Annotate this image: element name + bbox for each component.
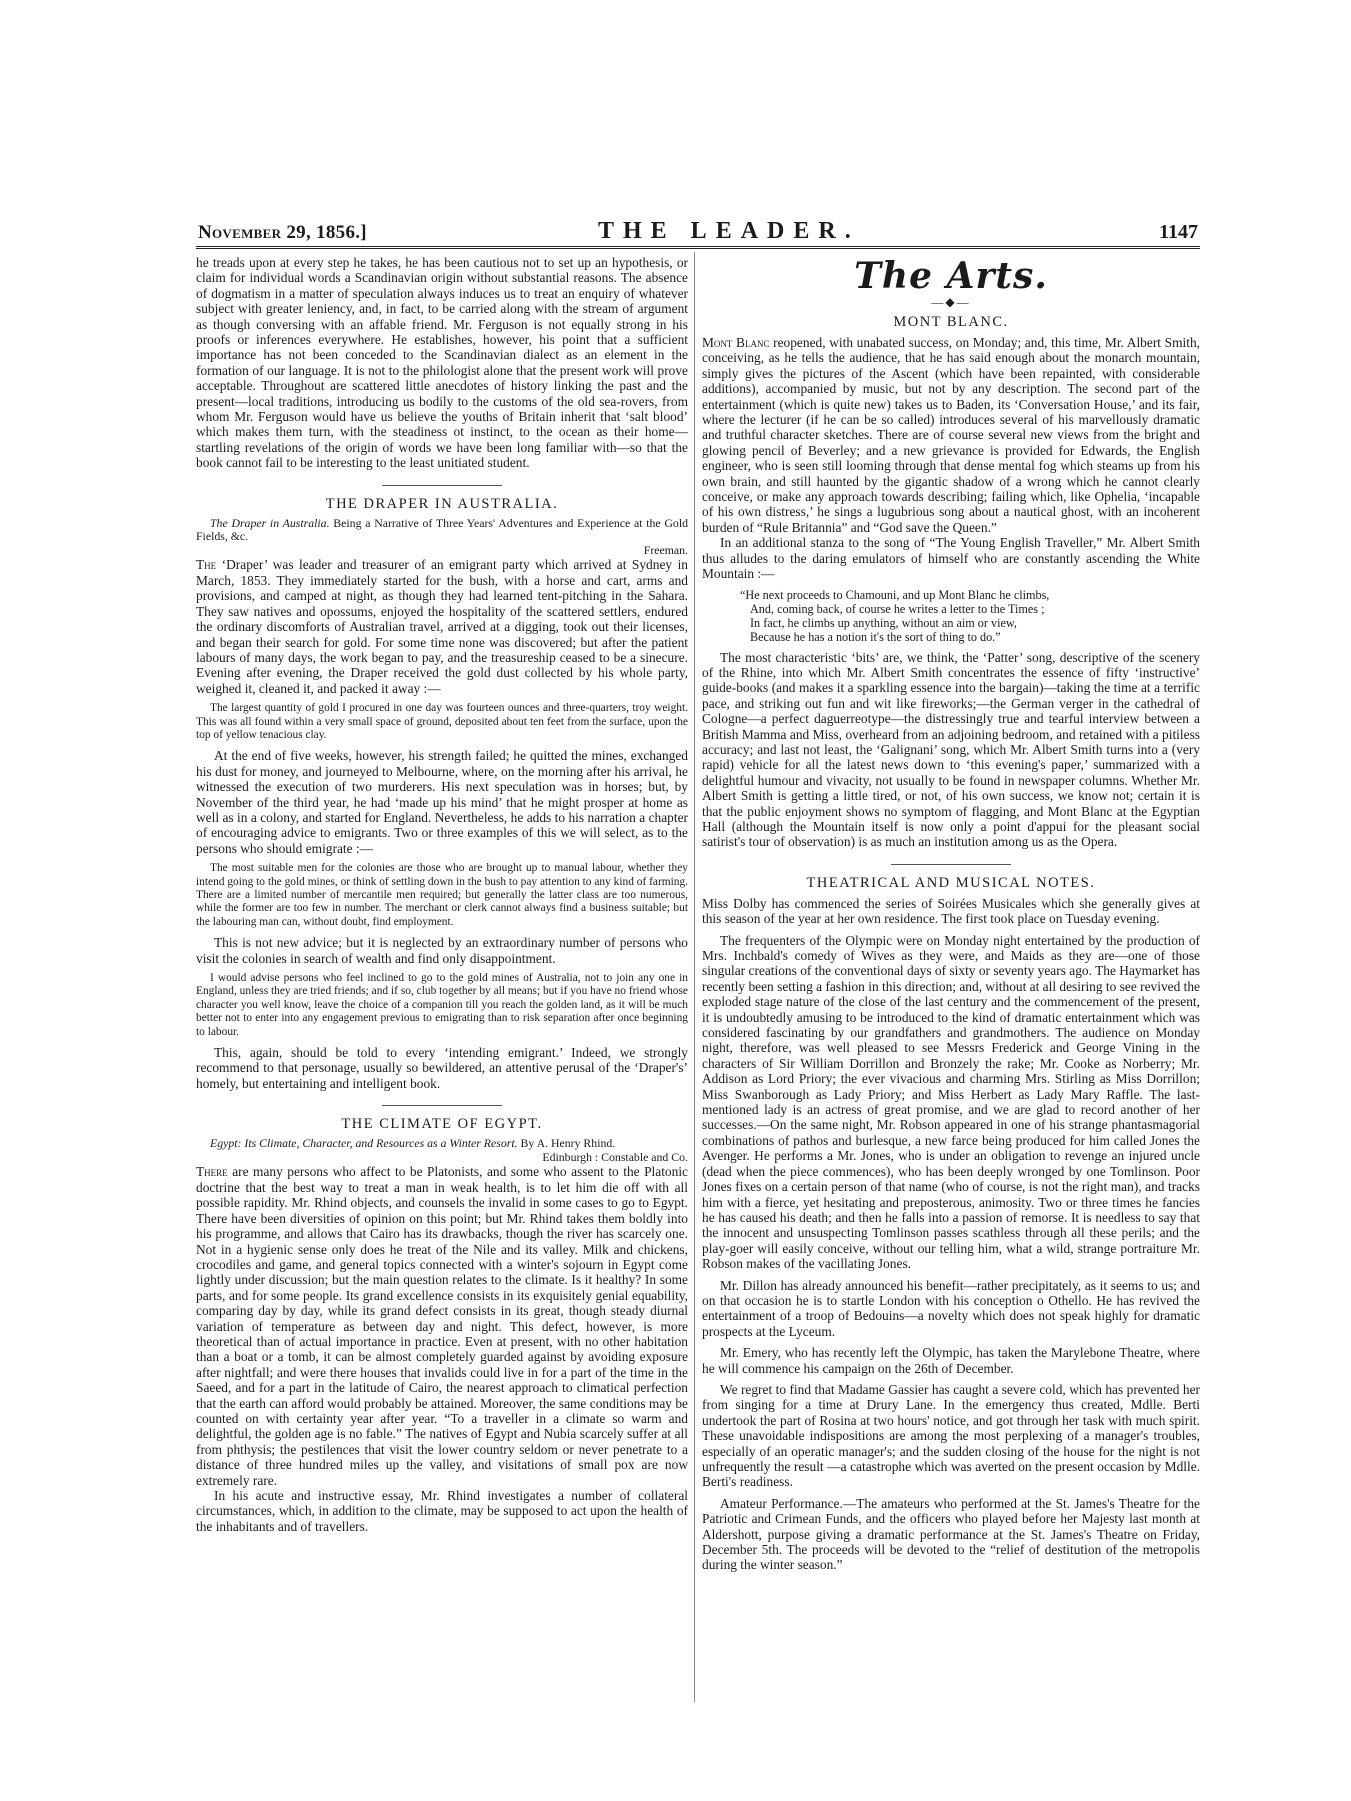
theatrical-heading: THEATRICAL AND MUSICAL NOTES. <box>806 874 1096 891</box>
issue-date: November 29, 1856.] <box>198 222 367 243</box>
draper-heading: THE DRAPER IN AUSTRALIA. <box>325 495 559 512</box>
draper-paragraph-1-text: ‘Draper’ was leader and treasurer of an emigrant party which arrived at Sydney in March, 1853. They immediately started for the bush, with a horse and cart, arms and provisions, and camped at night, as though they had learned tent-pitching in the Sahara. They saw natives and opossums, enjoyed the hospitality of the scattered settlers, endured the ordinary discomforts of Australian travel, arrived at a digging, took out their licenses, and began their search for gold. For some time none was discovered; but after the patient labours of many days, the work began to pay, and the treasureship ceased to be a sinecure. Evening after evening, the Draper received the gold dust collected by his whole party, weighed it, cleaned it, and packed it away :— <box>196 557 688 696</box>
mont-blanc-paragraph-1 <box>702 335 1200 535</box>
egypt-bibliography <box>196 1137 688 1151</box>
song-verse <box>740 588 1200 644</box>
draper-paragraph-3: This is not new advice; but it is neglected by an extraordinary number of persons who visit the colonies in search of wealth and find only disappointment. <box>196 935 688 966</box>
page-number: 1147 <box>1159 221 1198 243</box>
draper-bibliography <box>196 517 688 544</box>
verse-line: And, coming back, of course he writes a letter to the Times ; <box>750 601 1045 616</box>
theatrical-paragraph-5: We regret to find that Madame Gassier has caught a severe cold, which has prevented her from singing for a time at Drury Lane. In the emergency thus created, Mdlle. Berti undertook the part of Rosina at two hours' notice, and got through her task with much spirit. These unavoidable indispositions are among the most perplexing of a manager's troubles, especially of an operatic manager's; and the sudden closing of the house for the night is not unfrequently the result —a catastrophe which was averted on the present occasion by Mdlle. Berti's readiness. <box>702 1381 1200 1490</box>
egypt-book-title: Egypt: Its Climate, Character, and Resources as a Winter Resort. <box>210 1136 518 1151</box>
theatrical-paragraph-2: The frequenters of the Olympic were on Monday night entertained by the production of Mrs. Inchbald's comedy of Wives as they were, and Maids as they are—one of those singular creations of the conventional days of sixty or seventy years ago. The Haymarket has recently been setting a fashion in this direction; and, without at all desiring to see revived the exploded stage nature of the close of the last century and the commencement of the present, it is undoubtedly amusing to be introduced to the kind of dramatic entertainment which was considered fascinating by our grandfathers and grandmothers. The audience on Monday night, therefore, was well pleased to see Messrs Frederick and George Vining in the characters of Sir William Dorrillon and Bronzely the rake; Mr. Cooke as Norberry; Mr. Addison as Lord Priory; the ever vivacious and charming Mrs. Stirling as Miss Dorrillon; Miss Swanborough as Lady Priory; and Miss Herbert as Lady Mary Raffle. The last-mentioned lady is an actress of great promise, and we are glad to record another of her successes.—On the same night, Mr. Robson appeared in one of his strange phantasmagorial combinations of pathos and burlesque, a new farce being produced for him called Jones the Avenger. He performs a Mr. Jones, who is under an obligation to revenge an injured uncle (dead when the piece commences), who has been deeply wronged by one Tomlinson. Poor Jones fixes on a certain person of that name (who of course, is not the right man), and tracks him with a fierce, yet hesitating and preposterous, animosity. Two or three times he fancies he has caused his death; and then he falls into a passion of remorse. It is needless to say that the innocent and unsuspecting Tomlinson passes scathless through all these perils; and the play-goer will easily conceive, without our telling him, what a wild, strange portraiture Mr. Robson makes of the vacillating Jones. <box>702 932 1200 1272</box>
theatrical-paragraph-1: Miss Dolby has commenced the series of Soirées Musicales which she generally gives at this season of the year at her own residence. The first took place on Tuesday evening. <box>702 895 1200 927</box>
ornament-divider: —◆— <box>931 295 971 309</box>
theatrical-paragraph-4: Mr. Emery, who has recently left the Olympic, has taken the Marylebone Theatre, where he will commence his campaign on the 26th of December. <box>702 1345 1200 1376</box>
review-continuation: he treads upon at every step he takes, he has been cautious not to set up an hypothesis, or claim for individual words a Scandinavian origin without substantial reasons. The absence of dogmatism in a matter of speculation always induces us to treat an enquiry of whatever subject with greater leniency, and, in fact, to be carried along with the stream of argument as though conversing with an affable friend. Mr. Ferguson is not equally strong in his proofs or inferences everywhere. He establishes, however, his point that a sufficient importance has not been conceded to the Scandinavian dialect as an element in the formation of our language. It is not to the philologist alone that the present work will prove acceptable. Throughout are scattered little anecdotes of history linking the past and the present—local traditions, introducing us bodily to the customs of the old sea-rovers, from whom Mr. Ferguson would have us believe the youths of Britain inherit that ‘salt blood’ which makes them turn, with the steadiness ot instinct, to the ocean as their home—startling revelations of the origin of words we have been long familiar with—so that the book cannot fail to be interesting to the least unitiated student. <box>196 255 688 471</box>
masthead-rule <box>196 246 1200 249</box>
theatrical-paragraph-3: Mr. Dillon has already announced his benefit—rather precipitately, as it seems to us; and on that occasion he is to startle London with his conception o Othello. He has revived the entertainment of a troop of Bedouins—a novelty which does not speak highly for dramatic prospects at the Lyceum. <box>702 1277 1200 1339</box>
draper-quote-1: The largest quantity of gold I procured in one day was fourteen ounces and three-quarters, troy weight. This was all found within a very small space of ground, deposited about ten feet from the surface, upon the top of yellow tenacious clay. <box>196 702 688 741</box>
masthead <box>198 218 1198 244</box>
egypt-paragraph-1 <box>196 1164 688 1488</box>
mont-blanc-paragraph-2: In an additional stanza to the song of “The Young English Traveller,” Mr. Albert Smith thus alludes to the daring emulators of himself who are constantly ascending the White Mountain :— <box>702 535 1200 582</box>
draper-quote-2: The most suitable men for the colonies are those who are brought up to manual labour, whether they intend going to the gold mines, or think of settling down in the bush to pay attention to any kind of farming. There are a limited number of mercantile men required; but generally the latter class are too numerous, while the former are too few in number. The merchant or clerk cannot always find a business suitable; but the labouring man can, without doubt, find employment. <box>196 862 688 928</box>
egypt-paragraph-1-text: are many persons who affect to be Platonists, and some who assent to the Platonic doctrine that the best way to treat a man in weak health, is to let him die off with all possible rapidity. Mr. Rhind objects, and counsels the invalid in some cases to go to Egypt. There have been diversities of opinion on this point; but Mr. Rhind takes them boldly into his programme, and allows that Cairo has its drawbacks, though the river has scarcely one. Not in a hygienic sense only does he treat of the Nile and its valley. Milk and chickens, crocodiles and game, and general topics connected with a winter's sojourn in Egypt come lightly under discussion; but the main question relates to the climate. Is it healthy? In some parts, and for some people. Its grand excellence consists in its exquisitely genial equability, comparing day by day, while its grand defect consists in its great, though steady diurnal variation of temperature as between day and night. This defect, however, is more theoretical than of actual importance in practice. Even at present, with no other habitation than a boat or a tomb, it can be almost completely guarded against by avoiding exposure after nightfall; and were there houses that invalids could live in for a part of the time in the Saeed, and for a part in the latitude of Cairo, the nearest approach to climatical perfection that the earth can afford would probably be attained. Moreover, the same conditions may be counted on with certainty year after year. “To a traveller in a climate so warm and delightful, the golden age is no fable.” The natives of Egypt and Nubia scarcely suffer at all from phthysis; the pestilences that visit the lower country seldom or never penetrate to a distance of three hundred miles up the valley, and visitations of small pox are now extremely rare. <box>196 1164 688 1488</box>
mont-blanc-paragraph-3: The most characteristic ‘bits’ are, we think, the ‘Patter’ song, descriptive of the scenery of the Rhine, into which Mr. Albert Smith concentrates the essence of fifty ‘instructive’ guide-books (and makes it a sparkling essence into the bargain)—taking the time at a terrific pace, and striking out fun and wit like fireworks;—the German verger in the cathedral of Cologne—a perfect daguerreotype—the distressingly true and tearful interview between a British Mamma and Miss, overheard from an adjoining bedroom, and retained with a pitiless accuracy; and last not least, the ‘Galignani’ song, which Mr. Albert Smith turns into a (very rapid) vehicle for all the latest news down to ‘this evening's paper,’ summarized with a delightful humour and vivacity, not usually to be found in newspaper columns. Whether Mr. Albert Smith is getting a little tired, or not, of his own success, we know not; certain it is that the public enjoyment shows no symptom of flagging, and Mont Blanc at the Egyptian Hall (although the Mountain itself is now only a point d'appui for the pleasant social satirist's tour of observation) is as much an institution among us as the Opera. <box>702 649 1200 850</box>
egypt-paragraph-2: In his acute and instructive essay, Mr. Rhind investigates a number of collateral circumstances, which, in addition to the climate, may be supposed to act upon the health of the inhabitants and of travellers. <box>196 1488 688 1534</box>
draper-publisher: Freeman. <box>643 542 688 557</box>
left-column <box>196 255 688 1534</box>
egypt-publisher: Edinburgh : Constable and Co. <box>542 1149 688 1164</box>
section-separator <box>382 485 502 486</box>
draper-book-title: The Draper in Australia. <box>210 515 330 530</box>
draper-first-word: The <box>196 557 217 573</box>
section-separator <box>891 864 1011 865</box>
draper-book-subtitle: Being a Narrative of Three Years' Adventures and Experience at the Gold Fields, &c. <box>196 515 689 544</box>
draper-paragraph-2: At the end of five weeks, however, his strength failed; he quitted the mines, exchanged his dust for money, and journeyed to Melbourne, where, on the morning after his arrival, he witnessed the execution of two murderers. His next speculation was in horses; but, by November of the third year, he had ‘made up his mind’ that he might prosper at home as well as in a colony, and started for England. Nevertheless, he adds to his narration a chapter of encouraging advice to emigrants. Two or three examples of this we will select, as to the persons who should emigrate :— <box>196 748 688 856</box>
mont-blanc-first-words: Mont Blanc <box>702 335 770 350</box>
draper-paragraph-4: This, again, should be told to every ‘intending emigrant.’ Indeed, we strongly recommend to that personage, usually so bewildered, an attentive perusal of the ‘Draper's’ homely, but entertaining and intelligent book. <box>196 1045 688 1091</box>
egypt-heading: THE CLIMATE OF EGYPT. <box>341 1116 543 1133</box>
section-separator <box>382 1105 502 1106</box>
verse-line: In fact, he climbs up anything, without an aim or view, <box>750 615 1017 630</box>
egypt-first-word: There <box>196 1164 228 1180</box>
column-divider <box>694 252 695 1702</box>
mont-blanc-paragraph-1-text: reopened, with unabated success, on Monday; and, this time, Mr. Albert Smith, conceiving, as he tells the audience, that he has said enough about the monarch mountain, simply gives the pictures of the Ascent (which have been repainted, with considerable additions), accompanied by music, but not by any description. The second part of the entertainment (which is quite new) takes us to Baden, its ‘Conversation House,’ and its fair, where the lecturer (if he can be so called) introduces several of his marvellously dramatic and truthful character sketches. There are of course several new views from the bright and glowing pencil of Beverley; and a new grievance is provided for Edwards, the English engineer, who is seen still looming through that dense mental fog which steams up from his own brain, and still haunted by the gigantic shadow of a wrong which he cannot clearly conceive, or make any approach towards describing; failing which, like Ophelia, ‘incapable of his own distress,’ he sings a lugubrious song about a nautical ghost, with an incoherent burden of “Rule Britannia” and “God save the Queen.” <box>702 335 1200 535</box>
arts-section-title: The Arts. <box>854 255 1048 297</box>
draper-quote-3: I would advise persons who feel inclined to go to the gold mines of Australia, not to join any one in England, unless they are tried friends; and if so, club together by all means; but if you have no friend whose character you well know, leave the choice of a companion till you reach the golden land, as it will be much better not to enter into any engagement previous to emigrating than to risk separation after once beginning to labour. <box>196 972 688 1038</box>
draper-paragraph-1 <box>196 557 688 696</box>
egypt-book-author: By A. Henry Rhind. <box>520 1136 616 1151</box>
mont-blanc-heading: MONT BLANC. <box>893 314 1009 330</box>
verse-line: Because he has a notion it's the sort of thing to do.” <box>750 629 1001 644</box>
theatrical-paragraph-6: Amateur Performance.—The amateurs who performed at the St. James's Theatre for the Patriotic and Crimean Funds, and the officers who played before her Majesty last month at Aldershott, purpose giving a dramatic performance at the St. James's Theatre on Friday, December 5th. The proceeds will be devoted to the “relief of destitution of the metropolis during the winter season.” <box>702 1495 1200 1573</box>
verse-line: “He next proceeds to Chamouni, and up Mont Blanc he climbs, <box>740 587 1050 602</box>
newspaper-title: THE LEADER. <box>598 218 860 244</box>
right-column <box>702 255 1200 1573</box>
